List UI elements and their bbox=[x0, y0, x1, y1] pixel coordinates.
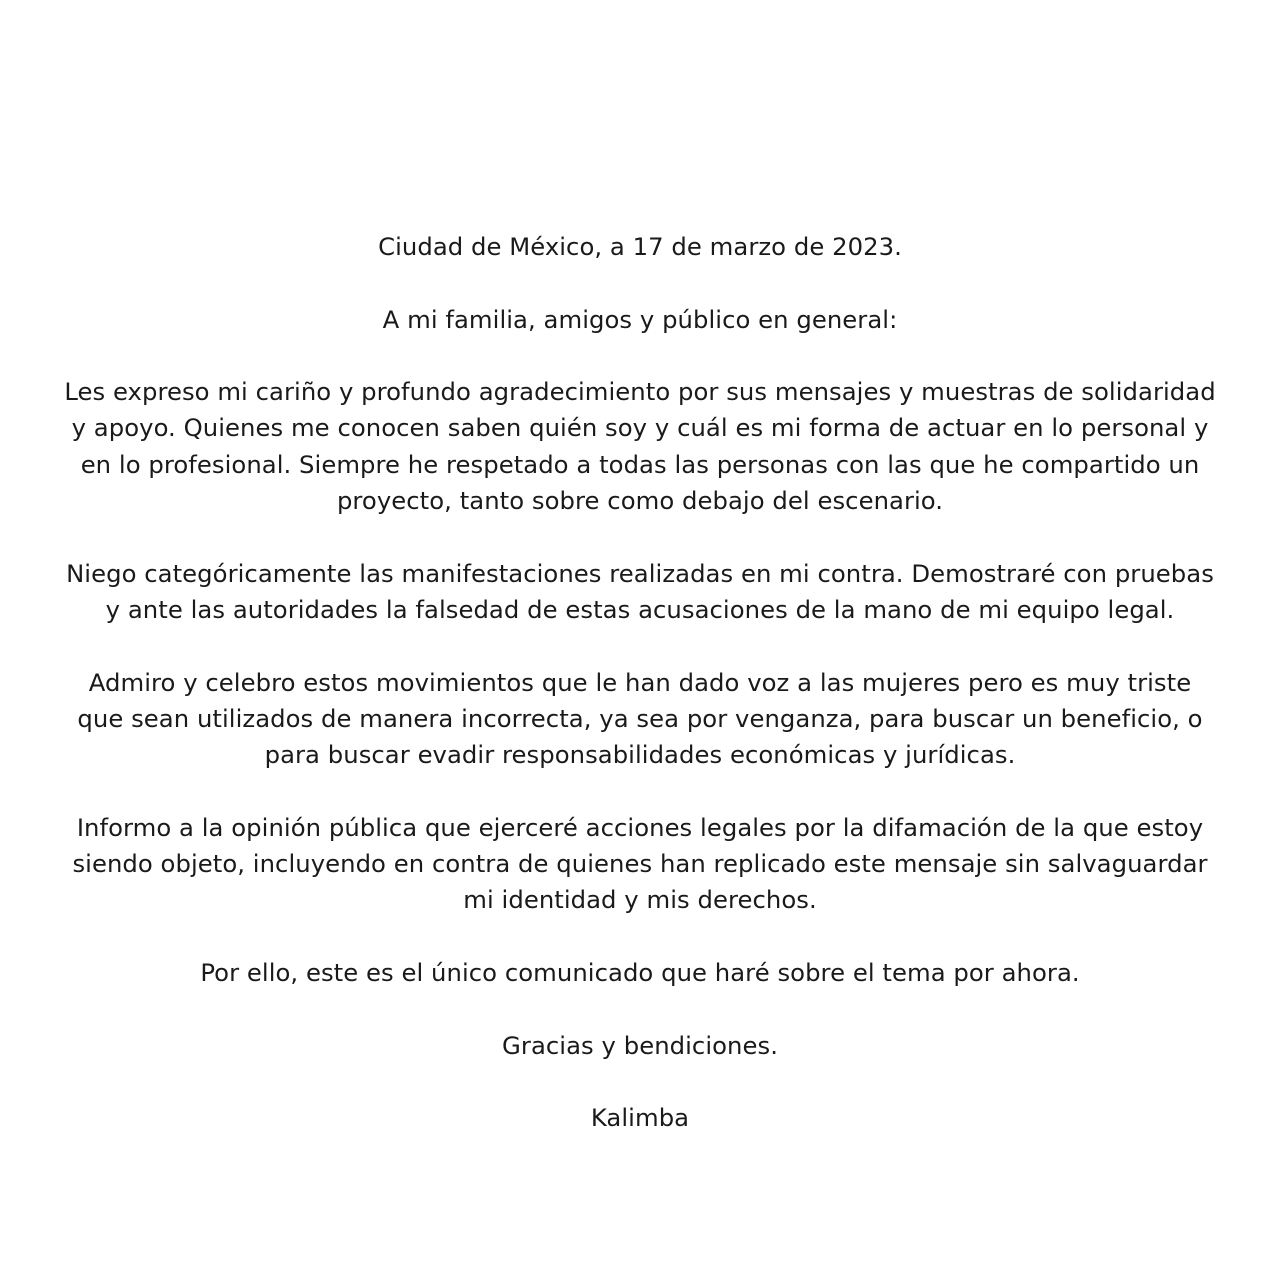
paragraph-line: Niego categóricamente las manifestaciones realizadas en mi contra. Demostraré con pruebas bbox=[66, 558, 1214, 588]
paragraph-line: Por ello, este es el único comunicado que haré sobre el tema por ahora. bbox=[200, 957, 1080, 987]
paragraph-line: siendo objeto, incluyendo en contra de quienes han replicado este mensaje sin salvaguardar bbox=[72, 849, 1208, 879]
paragraph-denial bbox=[40, 556, 1240, 629]
signature-text: Kalimba bbox=[590, 1103, 690, 1133]
date-line bbox=[40, 229, 1240, 265]
paragraph-line: y ante las autoridades la falsedad de estas acusaciones de la mano de mi equipo legal. bbox=[105, 594, 1175, 624]
paragraph-line: Les expreso mi cariño y profundo agradecimiento por sus mensajes y muestras de solidaridad bbox=[64, 377, 1216, 407]
paragraph-only-statement bbox=[40, 955, 1240, 991]
paragraph-line: Informo a la opinión pública que ejerceré acciones legales por la difamación de la que estoy bbox=[76, 812, 1204, 842]
signature bbox=[40, 1100, 1240, 1136]
paragraph-legal-action bbox=[40, 810, 1240, 919]
statement-letter bbox=[40, 229, 1240, 1136]
closing bbox=[40, 1028, 1240, 1064]
paragraph-line: proyecto, tanto sobre como debajo del escenario. bbox=[336, 486, 944, 516]
paragraph-line: en lo profesional. Siempre he respetado a todas las personas con las que he compartido un bbox=[80, 449, 1200, 479]
paragraph-line: mi identidad y mis derechos. bbox=[463, 885, 817, 915]
paragraph-line: que sean utilizados de manera incorrecta, ya sea por venganza, para buscar un beneficio, o bbox=[77, 703, 1203, 733]
greeting-text: A mi familia, amigos y público en general: bbox=[382, 304, 898, 334]
greeting bbox=[40, 302, 1240, 338]
paragraph-movements bbox=[40, 665, 1240, 774]
paragraph-line: para buscar evadir responsabilidades económicas y jurídicas. bbox=[264, 740, 1016, 770]
closing-text: Gracias y bendiciones. bbox=[502, 1030, 778, 1060]
paragraph-gratitude bbox=[40, 374, 1240, 519]
paragraph-line: Admiro y celebro estos movimientos que le han dado voz a las mujeres pero es muy triste bbox=[88, 667, 1192, 697]
paragraph-line: y apoyo. Quienes me conocen saben quién soy y cuál es mi forma de actuar en lo personal y bbox=[71, 413, 1209, 443]
date-line-text: Ciudad de México, a 17 de marzo de 2023. bbox=[378, 232, 902, 261]
